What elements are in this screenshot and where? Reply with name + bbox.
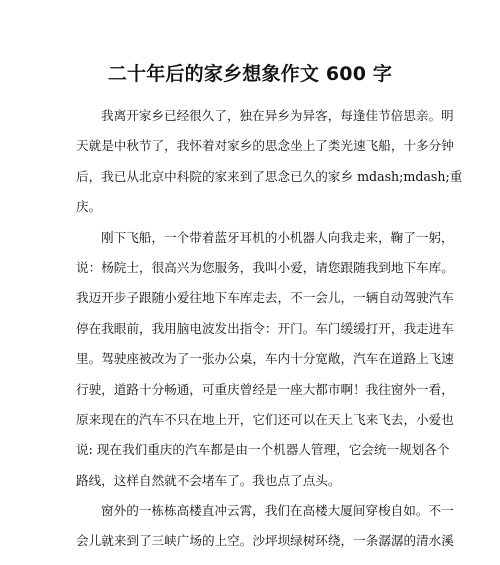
- paragraph-line: 刚下飞船，一个带着蓝牙耳机的小机器人向我走来，鞠了一躬，: [101, 229, 454, 245]
- paragraph-line: 停在我眼前，我用脑电波发出指令：开门。车门缓缓打开，我走进车: [76, 320, 454, 336]
- paragraph-line: 我迈开步子跟随小爱往地下车库走去，不一会儿，一辆自动驾驶汽车: [76, 290, 454, 306]
- paragraph-line: 里。驾驶座被改为了一张办公桌，车内十分宽敞，汽车在道路上飞速: [76, 351, 454, 367]
- paragraph-line: 窗外的一栋栋高楼直冲云霄，我们在高楼大厦间穿梭自如。不一: [101, 503, 454, 519]
- paragraph-line: 后，我已从北京中科院的家来到了思念已久的家乡 mdash;mdash;重: [76, 168, 463, 184]
- page-title: 二十年后的家乡想象作文 600 字: [107, 63, 393, 85]
- paragraph-3: [76, 496, 454, 557]
- essay-body: [76, 101, 463, 557]
- paragraph-line: 说：杨院士，很高兴为您服务，我叫小爱，请您跟随我到地下车库。: [76, 259, 454, 275]
- paragraph-line: 天就是中秋节了，我怀着对家乡的思念坐上了类光速飞船，十多分钟: [76, 138, 454, 154]
- paragraph-line: 说: 现在我们重庆的汽车都是由一个机器人管理，它会统一规划各个: [76, 442, 450, 458]
- paragraph-1: [76, 101, 463, 223]
- paragraph-line: 会儿就来到了三峡广场的上空。沙坪坝绿树环绕，一条潺潺的清水溪: [76, 533, 454, 549]
- paragraph-line: 路线，这样自然就不会堵车了。我也点了点头。: [76, 472, 341, 488]
- paragraph-line: 行驶，道路十分畅通，可重庆曾经是一座大都市啊！我往窗外一看，: [76, 381, 454, 397]
- paragraph-line: 庆。: [76, 199, 102, 215]
- paragraph-2: [76, 223, 454, 497]
- paragraph-line: 我离开家乡已经很久了，独在异乡为异客，每逢佳节倍思亲。明: [101, 108, 454, 123]
- paragraph-line: 原来现在的汽车不只在地上开，它们还可以在天上飞来飞去，小爱也: [76, 411, 454, 427]
